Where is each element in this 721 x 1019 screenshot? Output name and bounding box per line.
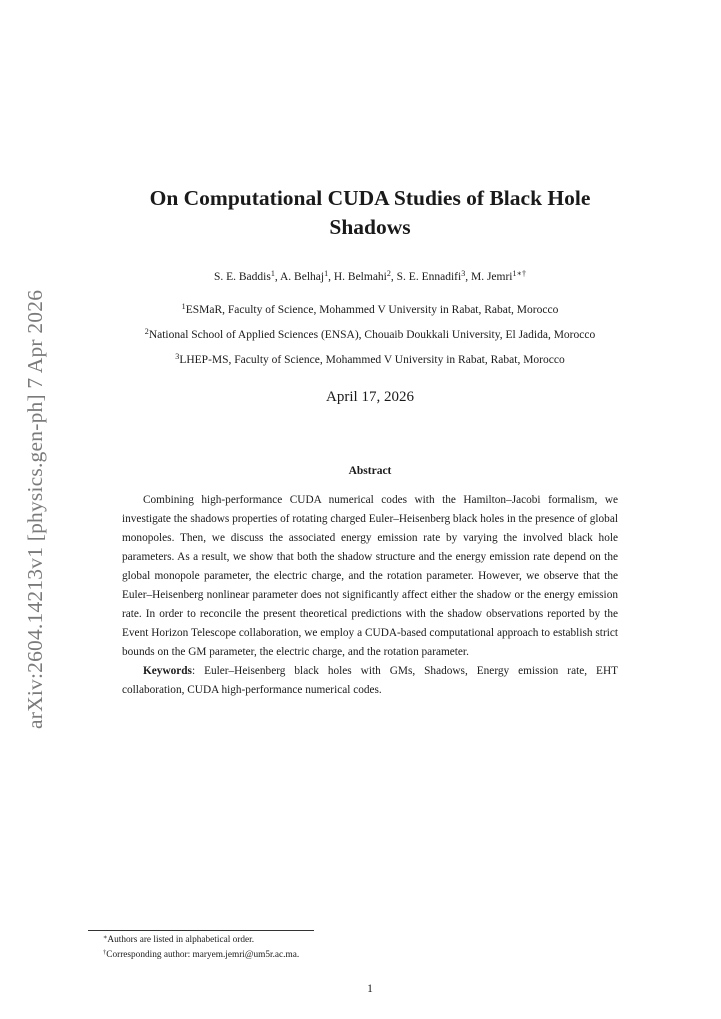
footnote-mark: ∗ (103, 933, 108, 941)
author-affiliation-mark: 1 (324, 268, 329, 278)
abstract-section (122, 491, 618, 700)
author-name: A. Belhaj (279, 271, 325, 283)
footnote-text: Corresponding author: maryem.jemri@um5r.ac.ma. (106, 950, 300, 960)
affiliation-mark: 1 (181, 301, 186, 311)
footnote (103, 948, 299, 963)
footnote-divider (88, 930, 314, 931)
author-name: M. Jemri (470, 271, 513, 283)
author-list: S. E. Baddis$^1$, A. Belhaj$^1$, H. Belmahi$^2$, S. E. Ennadifi$^3$, M. Jemri$^{1∗\dagger}$ (213, 268, 527, 283)
footnotes (103, 933, 299, 963)
author-affiliation-mark: 1 (270, 268, 275, 278)
author-name: H. Belmahi (333, 271, 387, 283)
author-affiliation-mark: 3 (461, 268, 466, 278)
affiliation-mark: 2 (144, 326, 149, 336)
arxiv-identifier: arXiv:2604.14213v1 [physics.gen-ph] 7 Apr 2026 (23, 289, 47, 729)
author-name: S. E. Baddis (213, 271, 271, 283)
abstract-body: Combining high-performance CUDA numerical codes with the Hamilton–Jacobi formalism, we investigate the shadows properties of rotating charged Euler–Heisenberg black holes in the presence of global monopoles. Then, we discuss the associated energy emission rate by varying the involved black hole parameters. As a result, we show that both the shadow structure and the energy emission rate depend on the global monopole parameter, the electric charge, and the rotation parameter. However, we observe that the Euler–Heisenberg nonlinear parameter does not significantly affect either the shadow or the energy emission rate. In order to reconcile the present theoretical predictions with the shadow observations reported by the Event Horizon Telescope collaboration, we employ a CUDA-based computational approach to establish strict bounds on the GM parameter, the electric charge, and the rotation parameter. (122, 494, 618, 658)
affiliation (60, 327, 680, 343)
keywords-label: Keywords (143, 665, 192, 677)
abstract-heading: Abstract (348, 465, 392, 477)
author-name: S. E. Ennadifi (396, 271, 462, 283)
affiliation (60, 352, 680, 368)
page-number: 1 (367, 983, 373, 995)
author-affiliation-mark: 2 (386, 268, 391, 278)
title-line-1: On Computational CUDA Studies of Black Hole (149, 186, 591, 210)
footnote-text: Authors are listed in alphabetical order. (107, 935, 255, 945)
affiliation-mark: 3 (175, 351, 180, 361)
affiliation-text: LHEP-MS, Faculty of Science, Mohammed V University in Rabat, Rabat, Morocco (179, 354, 565, 366)
paper-title (90, 184, 650, 242)
keywords-text: : Euler–Heisenberg black holes with GMs, Shadows, Energy emission rate, EHT collaboration, CUDA high-performance numerical codes. (122, 665, 618, 696)
paper-date: April 17, 2026 (326, 389, 414, 405)
keywords (122, 662, 618, 700)
affiliation-text: National School of Applied Sciences (ENSA), Chouaib Doukkali University, El Jadida, Morocco (148, 329, 596, 341)
footnote (103, 933, 299, 948)
affiliation-text: ESMaR, Faculty of Science, Mohammed V University in Rabat, Rabat, Morocco (185, 304, 559, 316)
title-line-2: Shadows (329, 215, 411, 239)
author-affiliation-mark: 1∗† (512, 268, 527, 278)
affiliation (60, 302, 680, 318)
footnote-mark: † (103, 948, 107, 956)
